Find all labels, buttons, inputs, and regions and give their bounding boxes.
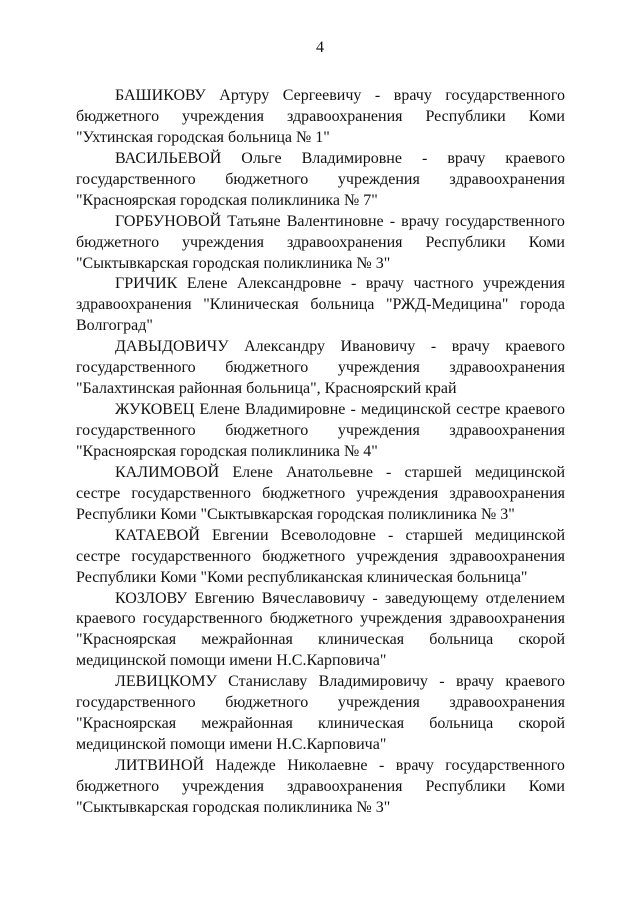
text-line: "Сыктывкарская городская поликлиника № 3"	[76, 798, 391, 816]
word: ГРИЧИК	[115, 275, 178, 293]
word: бюджетного	[225, 359, 309, 377]
word: Коми	[528, 233, 565, 251]
word: -	[387, 526, 394, 544]
name-entry	[76, 463, 565, 526]
word: ЛЕВИЦКОМУ	[115, 673, 217, 691]
word: здравоохранения	[449, 610, 565, 628]
word: ДАВЫДОВИЧУ	[115, 338, 229, 356]
word: Александровне	[237, 275, 342, 293]
word: Республики	[425, 777, 506, 795]
text-line	[76, 547, 565, 568]
word: Вячеславовичу	[261, 589, 366, 607]
word: Всеволодовне	[280, 526, 376, 544]
name-entry	[76, 149, 565, 212]
word: врачу	[365, 275, 404, 293]
word: "Красноярская	[76, 715, 177, 733]
word: учреждения	[356, 547, 439, 565]
text-line	[76, 672, 565, 693]
word: сестре	[456, 401, 501, 419]
word: медицинской	[360, 401, 451, 419]
name-entry	[76, 526, 565, 589]
word: краевого	[505, 338, 565, 356]
text-line	[76, 337, 565, 358]
word: Надежде	[215, 757, 276, 774]
text-line	[76, 777, 565, 798]
text-line: "Ухтинская городская больница № 1"	[76, 128, 330, 146]
word: -	[439, 673, 445, 691]
word: краевого	[505, 149, 565, 167]
word: государственного	[76, 694, 196, 712]
word: -	[378, 757, 385, 774]
word: Владимировне	[301, 149, 402, 167]
text-line	[76, 212, 565, 233]
word: врачу	[401, 212, 440, 230]
word: государственного	[142, 610, 263, 628]
word: государственного	[76, 422, 196, 439]
word: бюджетного	[225, 170, 309, 188]
word: бюджетного	[76, 233, 160, 251]
word: старшей	[404, 463, 462, 481]
word: -	[386, 463, 392, 481]
text-line	[76, 526, 565, 547]
word: бюджетного	[76, 107, 160, 125]
word: государственного	[445, 212, 565, 230]
word: государственного	[131, 547, 251, 565]
text-line: Республики Коми "Сыктывкарская городская поликлиника № 3"	[76, 505, 515, 523]
word: краевого	[76, 610, 136, 628]
word: скорой	[518, 715, 565, 733]
word: БАШИКОВУ	[115, 87, 206, 104]
text-line	[76, 233, 565, 254]
name-entry	[76, 86, 565, 149]
word: "Красноярская	[76, 631, 177, 649]
word: Анатольевне	[285, 463, 373, 481]
text-line	[76, 589, 565, 610]
word: бюджетного	[225, 694, 309, 712]
text-line: "Красноярская городская поликлиника № 7"	[76, 191, 378, 209]
word: Владимировичу	[318, 673, 428, 691]
word: старшей	[405, 526, 463, 544]
word: города	[520, 296, 565, 314]
text-line	[76, 693, 565, 714]
word: учреждения	[182, 233, 264, 251]
text-line	[76, 421, 565, 442]
document-body	[76, 86, 565, 819]
name-entry	[76, 589, 565, 673]
word: бюджетного	[262, 484, 346, 502]
word: врачу	[451, 338, 490, 356]
word: здравоохранения	[449, 694, 565, 712]
text-line	[76, 630, 565, 651]
word: -	[372, 589, 378, 607]
word: Ивановичу	[340, 338, 416, 356]
word: бюджетного	[76, 777, 160, 795]
word: -	[421, 149, 428, 167]
word: Республики	[425, 233, 506, 251]
word: Елене	[199, 401, 240, 419]
word: учреждения	[337, 422, 420, 439]
word: здравоохранения	[449, 422, 565, 439]
word: больница	[310, 296, 375, 314]
word: сестре	[76, 547, 121, 565]
word: Коми	[528, 107, 565, 125]
word: учреждения	[182, 777, 264, 795]
text-line	[76, 170, 565, 191]
word: сестре	[76, 484, 121, 502]
word: Коми	[528, 777, 565, 795]
word: здравоохранения	[286, 777, 403, 795]
word: КАТАЕВОЙ	[115, 526, 200, 544]
word: учреждения	[337, 170, 420, 188]
word: учреждения	[337, 694, 420, 712]
word: клиническая	[317, 631, 405, 649]
word: здравоохранения	[286, 233, 403, 251]
text-line	[76, 463, 565, 484]
word: Валентиновне	[286, 212, 384, 230]
word: межрайонная	[201, 715, 293, 733]
word: -	[374, 87, 381, 104]
word: государственного	[131, 484, 251, 502]
word: Елене	[186, 275, 228, 293]
word: -	[350, 401, 356, 419]
text-line	[76, 756, 565, 777]
word: бюджетного	[269, 610, 353, 628]
word: ЛИТВИНОЙ	[115, 757, 205, 774]
text-line: медицинской помощи имени Н.С.Карповича"	[76, 736, 387, 754]
word: КОЗЛОВУ	[115, 589, 188, 607]
word: врачу	[395, 757, 434, 774]
word: здравоохранения	[449, 359, 565, 377]
text-line: Республики Коми "Коми республиканская клиническая больница"	[76, 568, 528, 586]
word: больница	[429, 715, 494, 733]
text-line	[76, 107, 565, 128]
word: ЖУКОВЕЦ	[115, 401, 195, 419]
word: здравоохранения	[76, 296, 192, 314]
word: здравоохранения	[449, 484, 565, 502]
word: Артуру	[219, 87, 270, 104]
text-line	[76, 400, 565, 421]
word: Сергеевичу	[282, 87, 362, 104]
word: государственного	[76, 170, 196, 188]
text-line	[76, 149, 565, 170]
name-entry	[76, 274, 565, 337]
text-line	[76, 274, 565, 295]
word: учреждения	[337, 359, 420, 377]
word: клиническая	[317, 715, 405, 733]
text-line: "Красноярская городская поликлиника № 4"	[76, 442, 378, 460]
word: врачу	[455, 673, 495, 691]
word: Республики	[425, 107, 506, 125]
text-line	[76, 484, 565, 505]
word: Татьяне	[227, 212, 281, 230]
word: Ольге	[241, 149, 282, 167]
text-line	[76, 295, 565, 316]
text-line: "Сыктывкарская городская поликлиника № 3"	[76, 254, 391, 272]
word: государственного	[76, 359, 196, 377]
word: учреждения	[483, 275, 565, 293]
word: Елене	[232, 463, 273, 481]
word: -	[350, 275, 357, 293]
word: государственного	[445, 757, 565, 774]
word: -	[430, 338, 437, 356]
word: здравоохранения	[449, 170, 565, 188]
word: здравоохранения	[286, 107, 403, 125]
word: -	[389, 212, 396, 230]
word: скорой	[518, 631, 565, 649]
word: учреждения	[356, 484, 439, 502]
text-line: Волгоград"	[76, 317, 153, 335]
word: медицинской	[474, 526, 565, 544]
word: КАЛИМОВОЙ	[115, 463, 220, 481]
word: краевого	[505, 401, 565, 419]
word: врачу	[393, 87, 432, 104]
text-line: медицинской помощи имени Н.С.Карповича"	[76, 652, 387, 670]
word: медицинской	[474, 463, 565, 481]
word: бюджетного	[262, 547, 346, 565]
text-line	[76, 714, 565, 735]
text-line	[76, 86, 565, 107]
word: Владимировне	[245, 401, 346, 419]
text-line	[76, 609, 565, 630]
word: Александру	[244, 338, 325, 356]
word: Николаевне	[287, 757, 368, 774]
word: ВАСИЛЬЕВОЙ	[115, 149, 222, 167]
name-entry	[76, 672, 565, 756]
word: частного	[413, 275, 474, 293]
word: учреждения	[182, 107, 264, 125]
name-entry	[76, 400, 565, 463]
word: учреждения	[360, 610, 443, 628]
word: Евгению	[194, 589, 255, 607]
word: краевого	[505, 673, 565, 691]
name-entry	[76, 337, 565, 400]
word: больница	[429, 631, 494, 649]
word: Евгении	[212, 526, 269, 544]
word: "РЖД-Медицина"	[386, 296, 509, 314]
word: государственного	[445, 87, 565, 104]
word: межрайонная	[201, 631, 293, 649]
name-entry	[76, 212, 565, 275]
word: заведующему	[385, 589, 479, 607]
word: ГОРБУНОВОЙ	[115, 212, 222, 230]
text-line: "Балахтинская районная больница", Красноярский край	[76, 380, 457, 398]
name-entry	[76, 756, 565, 819]
word: Станиславу	[228, 673, 308, 691]
word: "Клиническая	[203, 296, 299, 314]
text-line	[76, 358, 565, 379]
word: врачу	[447, 149, 486, 167]
page-number: 4	[316, 39, 324, 56]
word: отделением	[485, 589, 565, 607]
word: бюджетного	[225, 422, 309, 439]
word: здравоохранения	[449, 547, 565, 565]
